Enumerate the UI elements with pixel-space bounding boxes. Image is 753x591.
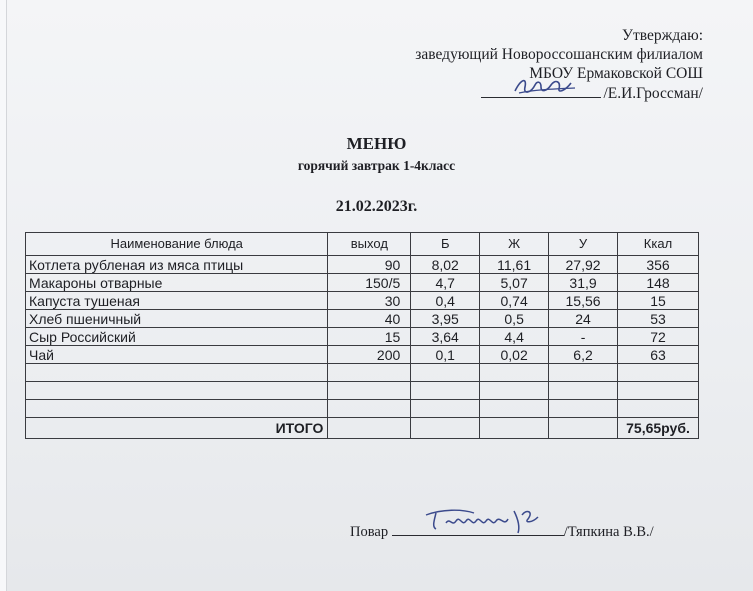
dish-carbs: -: [549, 328, 618, 346]
dish-protein: 0,1: [411, 346, 480, 364]
dish-fat: 11,61: [480, 256, 549, 274]
table-row: [26, 310, 699, 328]
dish-kcal: 72: [617, 328, 698, 346]
cook-name: /Тяпкина В.В./: [563, 524, 654, 540]
approval-block: [415, 26, 703, 103]
cook-signature-mark: [422, 505, 552, 535]
dish-protein: 3,64: [411, 328, 480, 346]
dish-fat: 0,02: [480, 346, 549, 364]
total-value: 75,65руб.: [617, 418, 698, 439]
dish-portion: 90: [328, 256, 411, 274]
total-label: ИТОГО: [26, 418, 328, 439]
dish-fat: 5,07: [480, 274, 549, 292]
table-row: [26, 328, 699, 346]
total-row: [26, 418, 699, 439]
dish-portion: 150/5: [328, 274, 411, 292]
table-row: [26, 346, 699, 364]
dish-kcal: 53: [617, 310, 698, 328]
header-carbs: У: [549, 233, 618, 256]
menu-table: [25, 232, 699, 439]
dish-name: Макароны отварные: [26, 274, 328, 292]
empty-row: [26, 364, 699, 382]
approval-signature-line: [415, 83, 703, 103]
dish-kcal: 148: [617, 274, 698, 292]
dish-protein: 0,4: [411, 292, 480, 310]
page-edge: [0, 0, 7, 591]
dish-protein: 3,95: [411, 310, 480, 328]
table-row: [26, 256, 699, 274]
dish-portion: 200: [328, 346, 411, 364]
header-fat: Ж: [480, 233, 549, 256]
dish-kcal: 15: [617, 292, 698, 310]
dish-kcal: 356: [617, 256, 698, 274]
dish-portion: 15: [328, 328, 411, 346]
header-kcal: Ккал: [617, 233, 698, 256]
table-row: [26, 292, 699, 310]
header-dish-name: Наименование блюда: [26, 233, 328, 256]
dish-carbs: 27,92: [549, 256, 618, 274]
dish-protein: 4,7: [411, 274, 480, 292]
header-portion: выход: [328, 233, 411, 256]
dish-carbs: 15,56: [549, 292, 618, 310]
dish-carbs: 31,9: [549, 274, 618, 292]
cook-signature: [392, 521, 564, 536]
menu-subtitle: горячий завтрак 1-4класс: [297, 158, 456, 173]
dish-portion: 40: [328, 310, 411, 328]
dish-name: Котлета рубленая из мяса птицы: [26, 256, 328, 274]
dish-name: Капуста тушеная: [26, 292, 328, 310]
cook-label: Повар: [350, 524, 389, 540]
dish-name: Сыр Российский: [26, 328, 328, 346]
director-signature: [481, 83, 601, 98]
dish-carbs: 24: [549, 310, 618, 328]
dish-name: Чай: [26, 346, 328, 364]
dish-fat: 0,74: [480, 292, 549, 310]
dish-name: Хлеб пшеничный: [26, 310, 328, 328]
table-row: [26, 274, 699, 292]
cook-signature-block: [350, 521, 654, 541]
dish-fat: 4,4: [480, 328, 549, 346]
approval-signatory-name: /Е.И.Гроссман/: [603, 85, 703, 102]
dish-carbs: 6,2: [549, 346, 618, 364]
approval-organization: МБОУ Ермаковской СОШ: [529, 65, 703, 82]
empty-row: [26, 400, 699, 418]
approval-position: заведующий Новороссошанским филиалом: [415, 46, 703, 63]
dish-portion: 30: [328, 292, 411, 310]
dish-kcal: 63: [617, 346, 698, 364]
dish-protein: 8,02: [411, 256, 480, 274]
approval-heading: Утверждаю:: [622, 27, 703, 44]
empty-row: [26, 382, 699, 400]
header-protein: Б: [411, 233, 480, 256]
table-header-row: [26, 233, 699, 256]
menu-title: МЕНЮ: [346, 134, 407, 153]
menu-date: 21.02.2023г.: [335, 198, 418, 215]
dish-fat: 0,5: [480, 310, 549, 328]
director-signature-mark: [511, 73, 581, 101]
